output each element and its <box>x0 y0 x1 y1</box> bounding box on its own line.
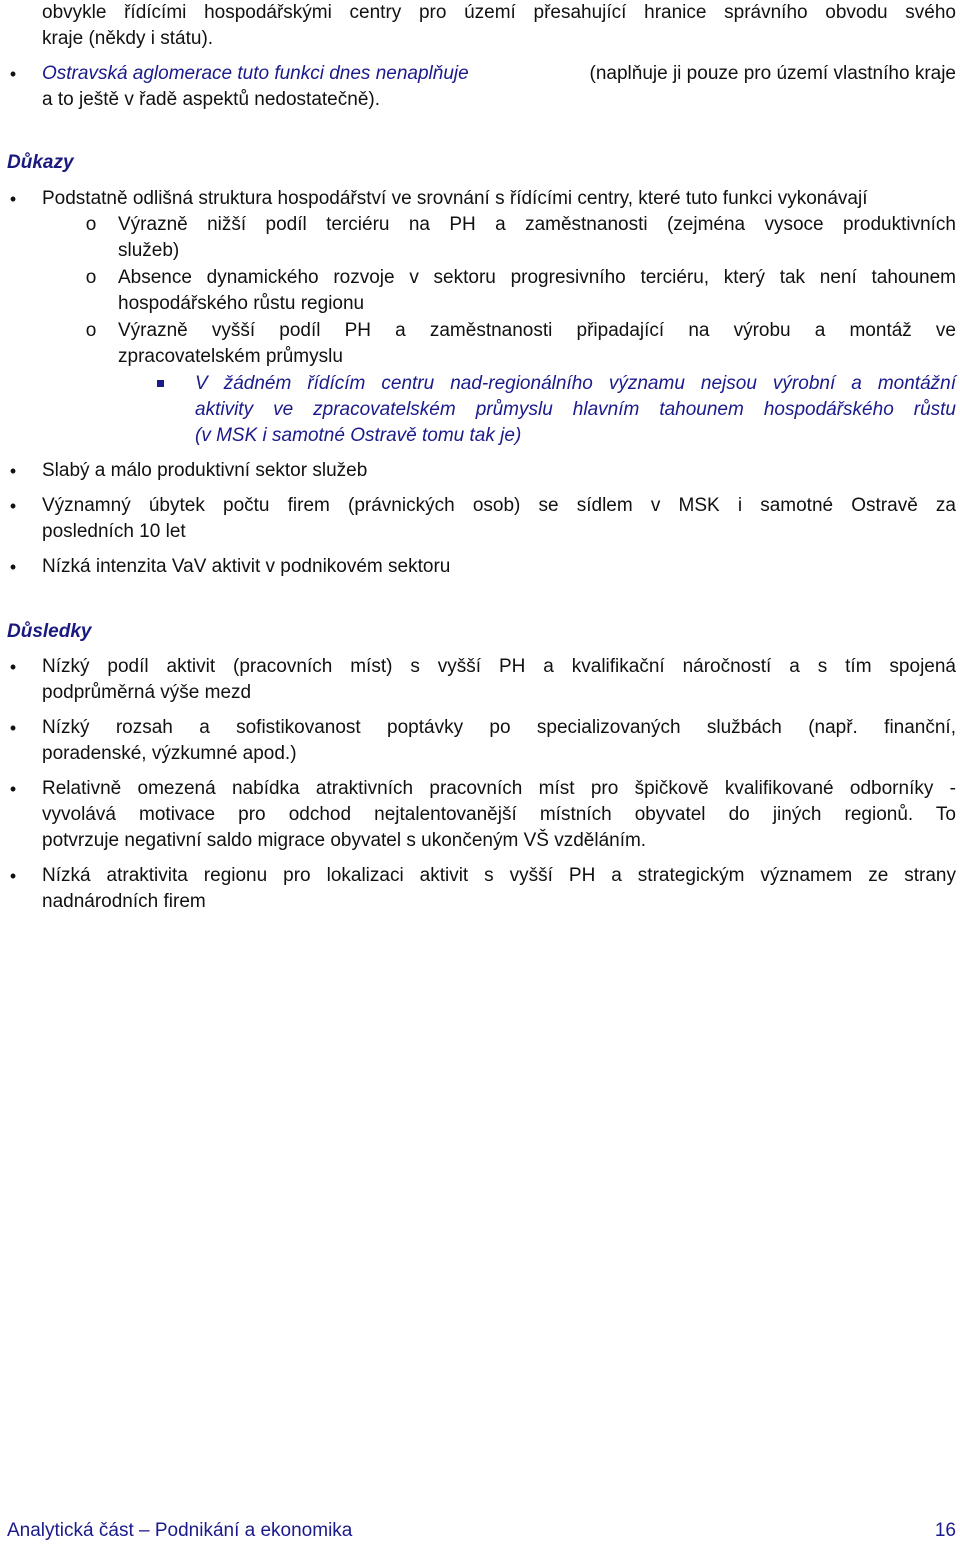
list-item-line: podprůměrná výše mezd <box>42 682 252 703</box>
sub-list-item-line: služeb) <box>118 240 180 261</box>
sub-sub-list-item-line: V žádném řídícím centru nad-regionálního významu nejsou výrobní a montážní <box>195 373 956 394</box>
bullet-icon: • <box>9 718 17 738</box>
paragraph-line: kraje (někdy i státu). <box>42 28 214 49</box>
list-item-line: potvrzuje negativní saldo migrace obyvatel s ukončeným VŠ vzděláním. <box>42 830 647 851</box>
sub-list-item-line: Výrazně vyšší podíl PH a zaměstnanosti připadající na výrobu a montáž ve <box>118 320 956 341</box>
list-item-line: Relativně omezená nabídka atraktivních pracovních míst pro špičkově kvalifikované odborníky - <box>42 778 956 799</box>
square-bullet-icon <box>157 380 164 387</box>
list-item-line: Nízký podíl aktivit (pracovních míst) s vyšší PH a kvalifikační náročností a s tím spojená <box>42 656 956 677</box>
list-item-line: posledních 10 let <box>42 521 186 542</box>
bullet-icon: • <box>9 866 17 886</box>
list-item-line: Nízká atraktivita regionu pro lokalizaci aktivit s vyšší PH a strategickým významem ze strany <box>42 865 956 886</box>
bullet-icon: • <box>9 496 17 516</box>
circle-bullet-icon: o <box>85 320 97 341</box>
bullet-icon: • <box>9 461 17 481</box>
circle-bullet-icon: o <box>85 214 97 235</box>
section-heading-dusledky: Důsledky <box>7 621 92 642</box>
sub-list-item-line: Absence dynamického rozvoje v sektoru progresivního terciéru, který tak není tahounem <box>118 267 956 288</box>
list-item-line: Nízký rozsah a sofistikovanost poptávky po specializovaných službách (např. finanční, <box>42 717 956 738</box>
sub-list-item-line: zpracovatelském průmyslu <box>118 346 343 367</box>
list-item-line: Nízká intenzita VaV aktivit v podnikovém sektoru <box>42 556 451 577</box>
list-item-line: Slabý a málo produktivní sektor služeb <box>42 460 368 481</box>
sub-sub-list-item-line: (v MSK i samotné Ostravě tomu tak je) <box>195 425 522 446</box>
list-item-line <box>42 61 956 87</box>
circle-bullet-icon: o <box>85 267 97 288</box>
list-item-line: a to ještě v řadě aspektů nedostatečně). <box>42 89 380 110</box>
sub-list-item-line: Výrazně nižší podíl terciéru na PH a zaměstnanosti (zejména vysoce produktivních <box>118 214 956 235</box>
list-item-line: nadnárodních firem <box>42 891 206 912</box>
list-item-line: vyvolává motivace pro odchod nejtalentovanější místních obyvatel do jiných regionů. To <box>42 804 956 825</box>
section-heading-dukazy: Důkazy <box>7 152 74 173</box>
bullet-icon: • <box>9 779 17 799</box>
bullet-icon: • <box>9 64 17 84</box>
highlighted-text: Ostravská aglomerace tuto funkci dnes nenaplňuje <box>42 63 469 84</box>
sub-list-item-line: hospodářského růstu regionu <box>118 293 365 314</box>
paragraph-line: obvykle řídícími hospodářskými centry pro území přesahující hranice správního obvodu svého <box>42 2 956 23</box>
list-item-line: Významný úbytek počtu firem (právnických osob) se sídlem v MSK i samotné Ostravě za <box>42 495 956 516</box>
bullet-icon: • <box>9 557 17 577</box>
bullet-icon: • <box>9 657 17 677</box>
list-item-line: Podstatně odlišná struktura hospodářství ve srovnání s řídícími centry, které tuto funkci vykonávají <box>42 188 868 209</box>
bullet-icon: • <box>9 189 17 209</box>
sub-sub-list-item-line: aktivity ve zpracovatelském průmyslu hlavním tahounem hospodářského růstu <box>195 399 956 420</box>
page-number: 16 <box>934 1520 956 1541</box>
list-item-line: poradenské, výzkumné apod.) <box>42 743 297 764</box>
footer-section-title: Analytická část – Podnikání a ekonomika <box>7 1520 353 1541</box>
list-item-text: (naplňuje ji pouze pro území vlastního kraje <box>589 63 956 84</box>
